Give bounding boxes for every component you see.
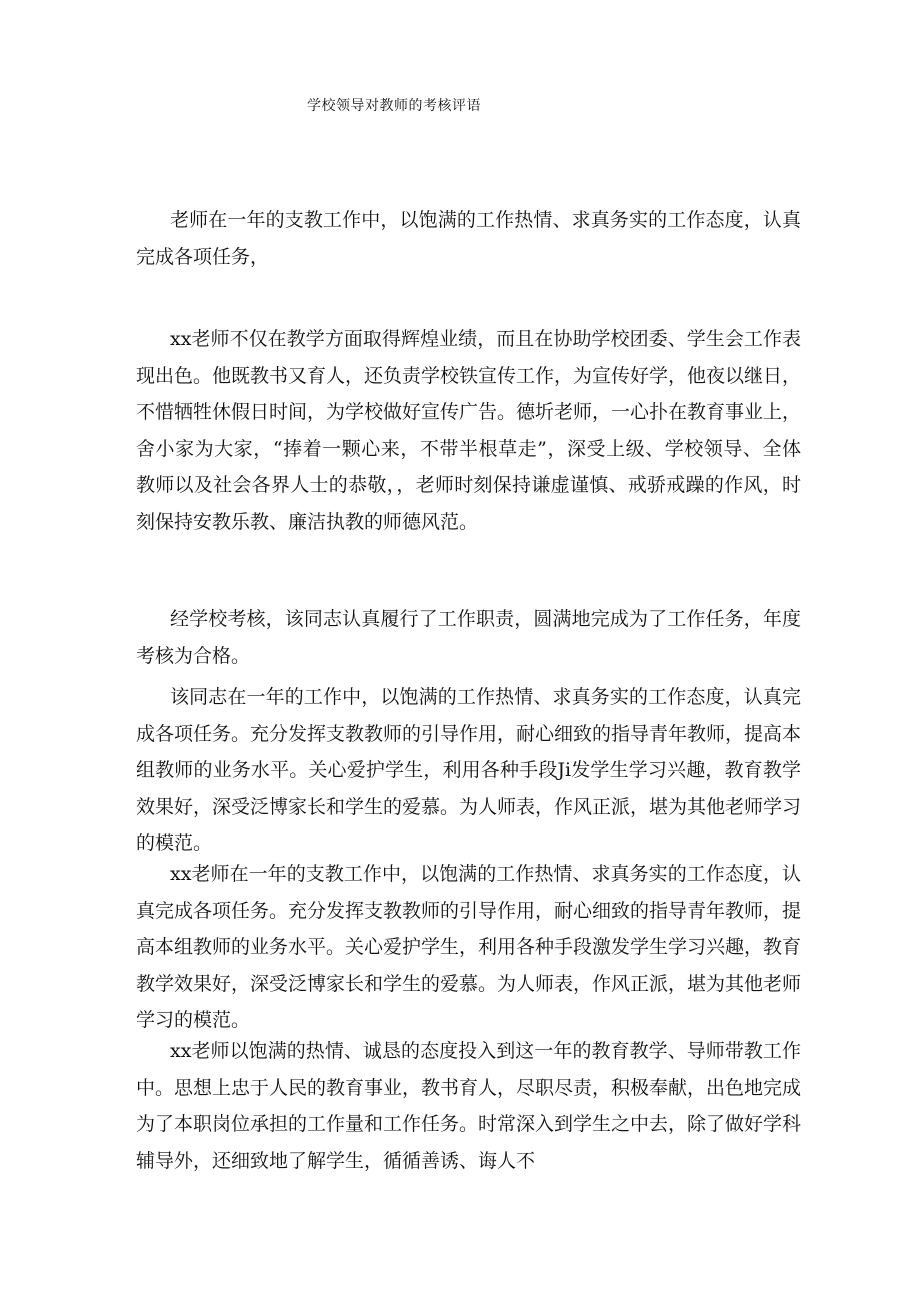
paragraph-5: xx老师在一年的支教工作中，以饱满的工作热情、求真务实的工作态度，认真完成各项任务。充分发挥支教教师的引导作用，耐心细致的指导青年教师，提高本组教师的业务水平。关心爱护学生，利用各种手段激发学生学习兴趣，教育教学效果好，深受泛博家长和学生的爱慕。为人师表，作风正派，堪为其他老师学习的模范。 <box>136 863 802 1031</box>
paragraph-1: 老师在一年的支教工作中，以饱满的工作热情、求真务实的工作态度，认真完成各项任务， <box>136 209 801 268</box>
paragraph-3: 经学校考核，该同志认真履行了工作职责，圆满地完成为了工作任务，年度考核为合格。 <box>136 608 801 667</box>
paragraph-4: 该同志在一年的工作中，以饱满的工作热情、求真务实的工作态度，认真完成各项任务。充分发挥支教教师的引导作用，耐心细致的指导青年教师，提高本组教师的业务水平。关心爱护学生，利用各种手段Ji发学生学习兴趣，教育教学效果好，深受泛博家长和学生的爱慕。为人师表，作风正派，堪为其他老师学习的模范。 <box>136 686 802 854</box>
paragraph-6: xx老师以饱满的热情、诚恳的态度投入到这一年的教育教学、导师带教工作中。思想上忠于人民的教育事业，教书育人，尽职尽责，积极奉献，出色地完成为了本职岗位承担的工作量和工作任务。时常深入到学生之中去，除了做好学科辅导外，还细致地了解学生，循循善诱、诲人不 <box>136 1040 802 1172</box>
document-title: 学校领导对教师的考核评语 <box>307 98 481 114</box>
paragraph-2: xx老师不仅在教学方面取得辉煌业绩，而且在协助学校团委、学生会工作表现出色。他既教书又育人，还负责学校铁宣传工作，为宣传好学，他夜以继日，不惜牺牲休假日时间，为学校做好宣传广告。德圻老师，一心扑在教育事业上，舍小家为大家，“捧着一颗心来，不带半根草走”，深受上级、学校领导、全体教师以及社会各界人士的恭敬，，老师时刻保持谦虚谨慎、戒骄戒躁的作风，时刻保持安教乐教、廉洁执教的师德风范。 <box>136 328 802 533</box>
